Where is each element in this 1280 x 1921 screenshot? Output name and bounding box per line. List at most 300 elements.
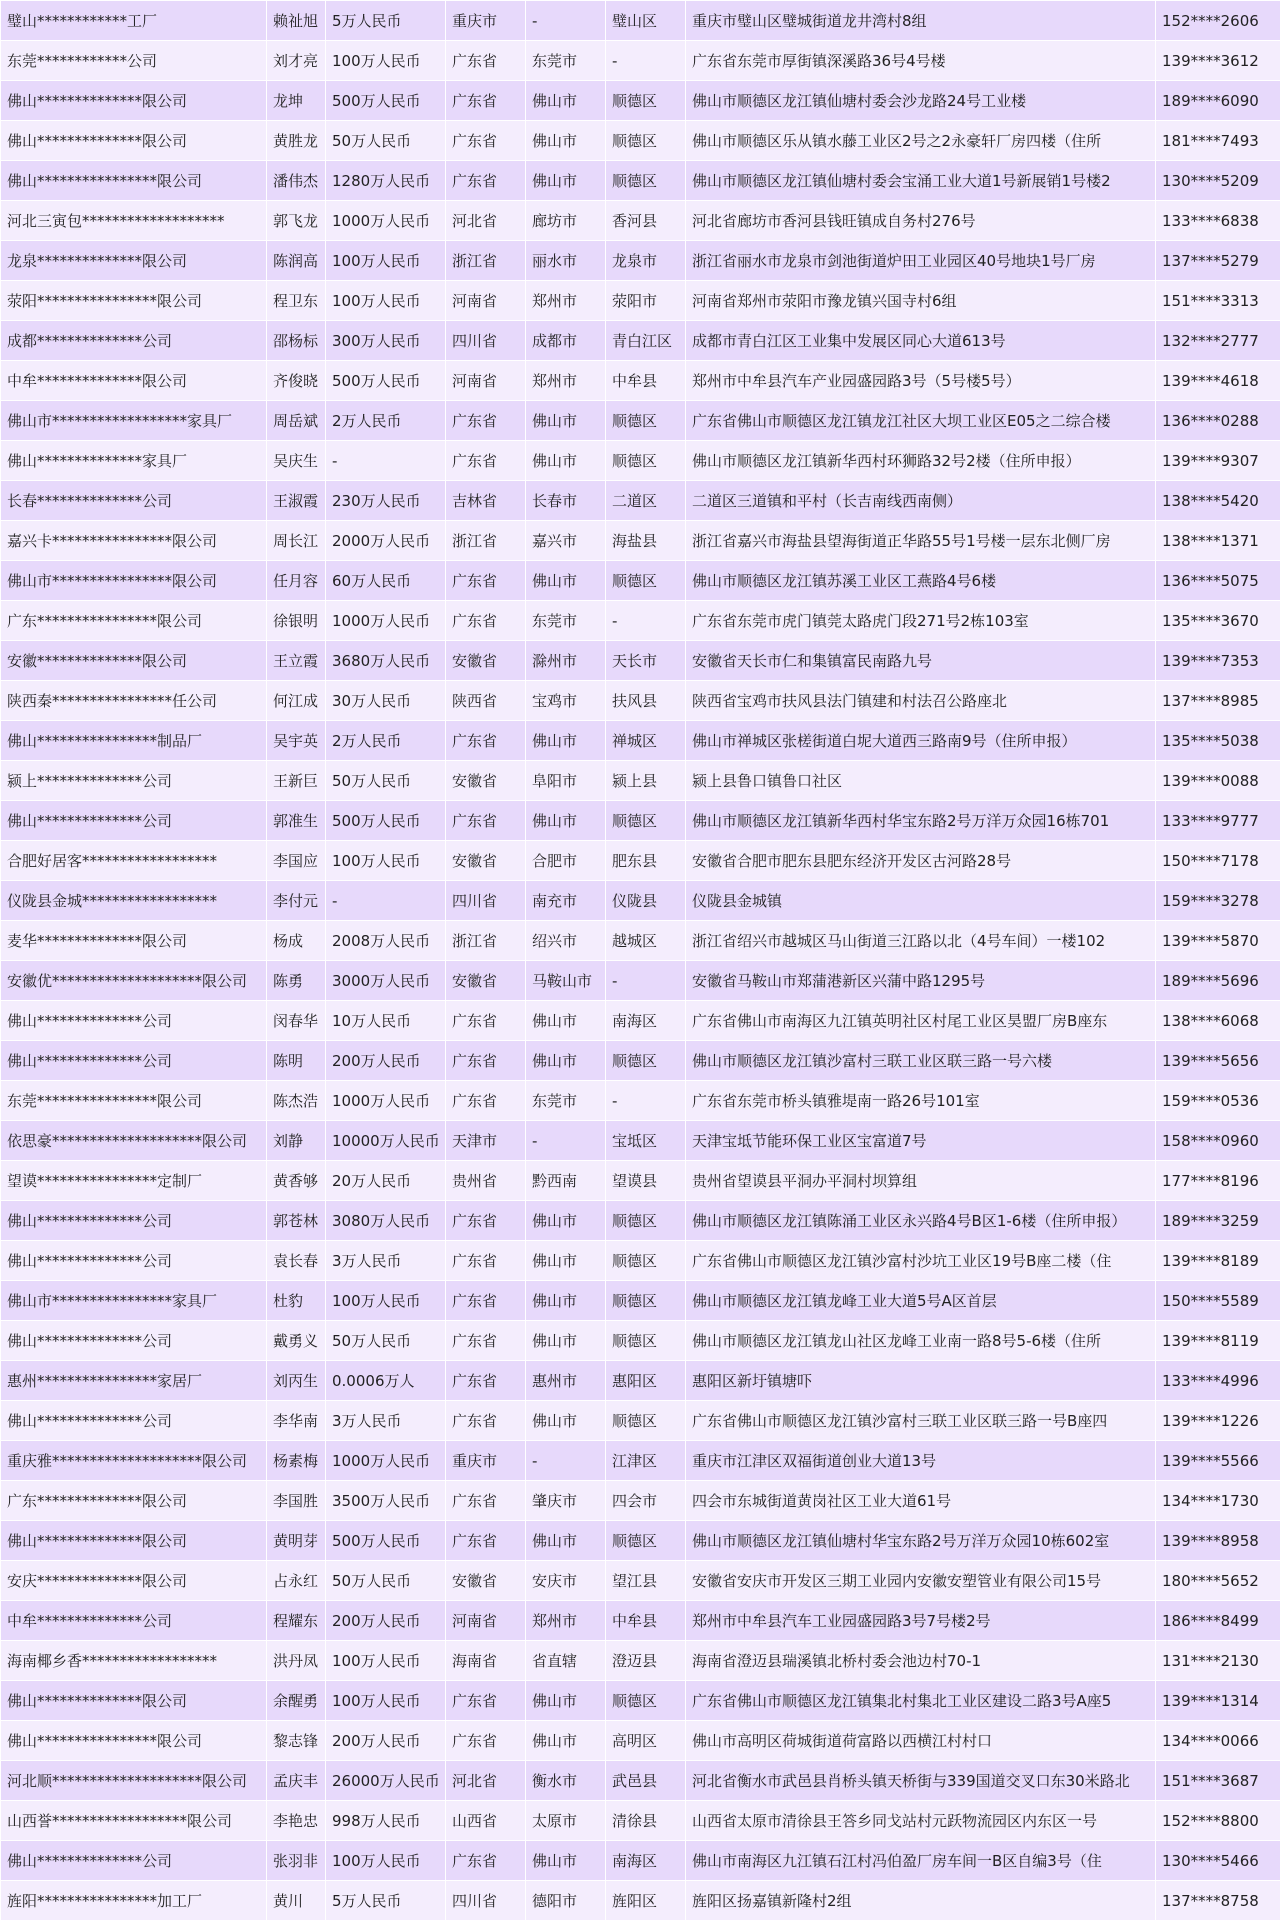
province-cell: 海南省 xyxy=(446,1641,526,1681)
company-name-cell: 广东**************限公司 xyxy=(1,1481,267,1521)
registered-capital-cell: 50万人民币 xyxy=(326,1321,446,1361)
district-cell: 清徐县 xyxy=(606,1801,686,1841)
registered-capital-cell: 500万人民币 xyxy=(326,1521,446,1561)
address-cell: 广东省佛山市顺德区龙江镇沙富村沙坑工业区19号B座二楼（住 xyxy=(686,1241,1156,1281)
district-cell: 肥东县 xyxy=(606,841,686,881)
table-row xyxy=(1,801,1280,841)
address-cell: 浙江省丽水市龙泉市剑池街道炉田工业园区40号地块1号厂房 xyxy=(686,241,1156,281)
address-cell: 海南省澄迈县瑞溪镇北桥村委会池边村70-1 xyxy=(686,1641,1156,1681)
address-cell: 安徽省马鞍山市郑蒲港新区兴蒲中路1295号 xyxy=(686,961,1156,1001)
city-cell: 佛山市 xyxy=(526,1521,606,1561)
city-cell: 合肥市 xyxy=(526,841,606,881)
phone-cell: 139****0088 xyxy=(1156,761,1280,801)
district-cell: - xyxy=(606,1081,686,1121)
contact-name-cell: 杜豹 xyxy=(267,1281,326,1321)
province-cell: 广东省 xyxy=(446,1281,526,1321)
district-cell: 顺德区 xyxy=(606,161,686,201)
registered-capital-cell: 20万人民币 xyxy=(326,1161,446,1201)
district-cell: 高明区 xyxy=(606,1721,686,1761)
district-cell: 武邑县 xyxy=(606,1761,686,1801)
company-name-cell: 旌阳****************加工厂 xyxy=(1,1881,267,1921)
contact-name-cell: 闵春华 xyxy=(267,1001,326,1041)
city-cell: 黔西南 xyxy=(526,1161,606,1201)
province-cell: 安徽省 xyxy=(446,1561,526,1601)
address-cell: 佛山市顺德区龙江镇苏溪工业区工燕路4号6楼 xyxy=(686,561,1156,601)
district-cell: 青白江区 xyxy=(606,321,686,361)
district-cell: 荥阳市 xyxy=(606,281,686,321)
phone-cell: 151****3313 xyxy=(1156,281,1280,321)
district-cell: 澄迈县 xyxy=(606,1641,686,1681)
table-row xyxy=(1,441,1280,481)
table-row xyxy=(1,1841,1280,1881)
district-cell: 顺德区 xyxy=(606,1681,686,1721)
registered-capital-cell: 3000万人民币 xyxy=(326,961,446,1001)
contact-name-cell: 李华南 xyxy=(267,1401,326,1441)
province-cell: 陕西省 xyxy=(446,681,526,721)
address-cell: 颍上县鲁口镇鲁口社区 xyxy=(686,761,1156,801)
city-cell: 南充市 xyxy=(526,881,606,921)
province-cell: 广东省 xyxy=(446,1521,526,1561)
contact-name-cell: 程耀东 xyxy=(267,1601,326,1641)
company-name-cell: 陕西秦****************任公司 xyxy=(1,681,267,721)
city-cell: 东莞市 xyxy=(526,1081,606,1121)
phone-cell: 135****5038 xyxy=(1156,721,1280,761)
city-cell: 佛山市 xyxy=(526,1201,606,1241)
city-cell: 郑州市 xyxy=(526,281,606,321)
registered-capital-cell: - xyxy=(326,441,446,481)
address-cell: 四会市东城街道黄岗社区工业大道61号 xyxy=(686,1481,1156,1521)
district-cell: - xyxy=(606,601,686,641)
district-cell: 越城区 xyxy=(606,921,686,961)
table-row xyxy=(1,161,1280,201)
phone-cell: 139****8119 xyxy=(1156,1321,1280,1361)
province-cell: 广东省 xyxy=(446,801,526,841)
province-cell: 广东省 xyxy=(446,401,526,441)
table-row xyxy=(1,201,1280,241)
province-cell: 四川省 xyxy=(446,881,526,921)
province-cell: 河南省 xyxy=(446,1601,526,1641)
contact-name-cell: 徐银明 xyxy=(267,601,326,641)
province-cell: 吉林省 xyxy=(446,481,526,521)
city-cell: 东莞市 xyxy=(526,601,606,641)
phone-cell: 135****3670 xyxy=(1156,601,1280,641)
district-cell: 顺德区 xyxy=(606,121,686,161)
city-cell: 佛山市 xyxy=(526,1401,606,1441)
address-cell: 山西省太原市清徐县王答乡同戈站村元跃物流园区内东区一号 xyxy=(686,1801,1156,1841)
table-row xyxy=(1,1281,1280,1321)
table-row xyxy=(1,841,1280,881)
contact-name-cell: 戴勇义 xyxy=(267,1321,326,1361)
address-cell: 佛山市顺德区龙江镇仙塘村华宝东路2号万洋万众园10栋602室 xyxy=(686,1521,1156,1561)
company-name-cell: 璧山************工厂 xyxy=(1,1,267,41)
registered-capital-cell: 100万人民币 xyxy=(326,1281,446,1321)
table-row xyxy=(1,1521,1280,1561)
table-row xyxy=(1,1401,1280,1441)
district-cell: 中牟县 xyxy=(606,361,686,401)
table-row xyxy=(1,1081,1280,1121)
company-name-cell: 依思豪********************限公司 xyxy=(1,1121,267,1161)
table-row xyxy=(1,1721,1280,1761)
province-cell: 广东省 xyxy=(446,1401,526,1441)
registered-capital-cell: 100万人民币 xyxy=(326,1681,446,1721)
contact-name-cell: 周岳斌 xyxy=(267,401,326,441)
phone-cell: 180****5652 xyxy=(1156,1561,1280,1601)
province-cell: 浙江省 xyxy=(446,921,526,961)
province-cell: 重庆市 xyxy=(446,1441,526,1481)
province-cell: 广东省 xyxy=(446,1241,526,1281)
address-cell: 天津宝坻节能环保工业区宝富道7号 xyxy=(686,1121,1156,1161)
district-cell: 江津区 xyxy=(606,1441,686,1481)
registered-capital-cell: 50万人民币 xyxy=(326,1561,446,1601)
table-row xyxy=(1,1681,1280,1721)
table-row xyxy=(1,1801,1280,1841)
contact-name-cell: 周长江 xyxy=(267,521,326,561)
district-cell: 顺德区 xyxy=(606,801,686,841)
company-name-cell: 山西誉******************限公司 xyxy=(1,1801,267,1841)
registered-capital-cell: 1000万人民币 xyxy=(326,201,446,241)
registered-capital-cell: - xyxy=(326,881,446,921)
table-row xyxy=(1,41,1280,81)
city-cell: 惠州市 xyxy=(526,1361,606,1401)
address-cell: 河北省廊坊市香河县钱旺镇成自务村276号 xyxy=(686,201,1156,241)
registered-capital-cell: 100万人民币 xyxy=(326,1841,446,1881)
address-cell: 惠阳区新圩镇塘吓 xyxy=(686,1361,1156,1401)
address-cell: 佛山市顺德区乐从镇水藤工业区2号之2永豪轩厂房四楼（住所 xyxy=(686,121,1156,161)
company-name-cell: 佛山****************限公司 xyxy=(1,1721,267,1761)
city-cell: 佛山市 xyxy=(526,1241,606,1281)
registered-capital-cell: 3680万人民币 xyxy=(326,641,446,681)
contact-name-cell: 黎志锋 xyxy=(267,1721,326,1761)
district-cell: 顺德区 xyxy=(606,561,686,601)
district-cell: 顺德区 xyxy=(606,1281,686,1321)
city-cell: 绍兴市 xyxy=(526,921,606,961)
company-name-cell: 佛山**************公司 xyxy=(1,1201,267,1241)
city-cell: 佛山市 xyxy=(526,81,606,121)
phone-cell: 134****1730 xyxy=(1156,1481,1280,1521)
district-cell: - xyxy=(606,961,686,1001)
registered-capital-cell: 3080万人民币 xyxy=(326,1201,446,1241)
phone-cell: 130****5466 xyxy=(1156,1841,1280,1881)
contact-name-cell: 龙坤 xyxy=(267,81,326,121)
province-cell: 山西省 xyxy=(446,1801,526,1841)
contact-name-cell: 王新巨 xyxy=(267,761,326,801)
address-cell: 重庆市璧山区璧城街道龙井湾村8组 xyxy=(686,1,1156,41)
contact-name-cell: 陈勇 xyxy=(267,961,326,1001)
table-row xyxy=(1,601,1280,641)
address-cell: 佛山市顺德区龙江镇仙塘村委会宝涌工业大道1号新展销1号楼2 xyxy=(686,161,1156,201)
city-cell: 佛山市 xyxy=(526,401,606,441)
contact-name-cell: 何江成 xyxy=(267,681,326,721)
registered-capital-cell: 3万人民币 xyxy=(326,1241,446,1281)
company-name-cell: 合肥好居客****************** xyxy=(1,841,267,881)
table-row xyxy=(1,1201,1280,1241)
company-name-cell: 佛山**************限公司 xyxy=(1,1681,267,1721)
province-cell: 浙江省 xyxy=(446,521,526,561)
table-row xyxy=(1,1321,1280,1361)
contact-name-cell: 占永红 xyxy=(267,1561,326,1601)
phone-cell: 181****7493 xyxy=(1156,121,1280,161)
company-name-cell: 成都**************公司 xyxy=(1,321,267,361)
registered-capital-cell: 5万人民币 xyxy=(326,1,446,41)
phone-cell: 136****5075 xyxy=(1156,561,1280,601)
registered-capital-cell: 50万人民币 xyxy=(326,121,446,161)
phone-cell: 139****9307 xyxy=(1156,441,1280,481)
district-cell: 顺德区 xyxy=(606,441,686,481)
contact-name-cell: 邵杨标 xyxy=(267,321,326,361)
company-name-cell: 中牟**************公司 xyxy=(1,1601,267,1641)
district-cell: 颍上县 xyxy=(606,761,686,801)
address-cell: 浙江省嘉兴市海盐县望海街道正华路55号1号楼一层东北侧厂房 xyxy=(686,521,1156,561)
city-cell: 佛山市 xyxy=(526,1321,606,1361)
phone-cell: 133****6838 xyxy=(1156,201,1280,241)
district-cell: 香河县 xyxy=(606,201,686,241)
contact-name-cell: 刘才亮 xyxy=(267,41,326,81)
phone-cell: 189****6090 xyxy=(1156,81,1280,121)
table-row xyxy=(1,961,1280,1001)
district-cell: 璧山区 xyxy=(606,1,686,41)
address-cell: 河南省郑州市荥阳市豫龙镇兴国寺村6组 xyxy=(686,281,1156,321)
province-cell: 安徽省 xyxy=(446,641,526,681)
contact-name-cell: 李国应 xyxy=(267,841,326,881)
phone-cell: 139****8189 xyxy=(1156,1241,1280,1281)
contact-name-cell: 刘丙生 xyxy=(267,1361,326,1401)
table-row xyxy=(1,1041,1280,1081)
company-name-cell: 佛山****************限公司 xyxy=(1,161,267,201)
company-name-cell: 长春**************公司 xyxy=(1,481,267,521)
city-cell: 廊坊市 xyxy=(526,201,606,241)
district-cell: 惠阳区 xyxy=(606,1361,686,1401)
city-cell: 省直辖 xyxy=(526,1641,606,1681)
address-cell: 佛山市顺德区龙江镇仙塘村委会沙龙路24号工业楼 xyxy=(686,81,1156,121)
table-row xyxy=(1,761,1280,801)
district-cell: 顺德区 xyxy=(606,1201,686,1241)
registered-capital-cell: 5万人民币 xyxy=(326,1881,446,1921)
district-cell: 南海区 xyxy=(606,1841,686,1881)
address-cell: 重庆市江津区双福街道创业大道13号 xyxy=(686,1441,1156,1481)
address-cell: 旌阳区扬嘉镇新隆村2组 xyxy=(686,1881,1156,1921)
contact-name-cell: 王淑霞 xyxy=(267,481,326,521)
company-name-cell: 荥阳****************限公司 xyxy=(1,281,267,321)
contact-name-cell: 赖祉旭 xyxy=(267,1,326,41)
registered-capital-cell: 2000万人民币 xyxy=(326,521,446,561)
address-cell: 安徽省合肥市肥东县肥东经济开发区古河路28号 xyxy=(686,841,1156,881)
province-cell: 四川省 xyxy=(446,1881,526,1921)
phone-cell: 139****5566 xyxy=(1156,1441,1280,1481)
company-name-cell: 东莞****************限公司 xyxy=(1,1081,267,1121)
registered-capital-cell: 2万人民币 xyxy=(326,721,446,761)
contact-name-cell: 李国胜 xyxy=(267,1481,326,1521)
province-cell: 安徽省 xyxy=(446,961,526,1001)
table-row xyxy=(1,361,1280,401)
city-cell: 佛山市 xyxy=(526,801,606,841)
table-row xyxy=(1,321,1280,361)
contact-name-cell: 陈明 xyxy=(267,1041,326,1081)
province-cell: 河南省 xyxy=(446,361,526,401)
district-cell: 龙泉市 xyxy=(606,241,686,281)
company-name-cell: 佛山****************制品厂 xyxy=(1,721,267,761)
table-row xyxy=(1,641,1280,681)
phone-cell: 138****5420 xyxy=(1156,481,1280,521)
province-cell: 安徽省 xyxy=(446,841,526,881)
table-row xyxy=(1,121,1280,161)
company-name-cell: 佛山**************公司 xyxy=(1,801,267,841)
address-cell: 佛山市南海区九江镇石江村冯伯盈厂房车间一B区自编3号（住 xyxy=(686,1841,1156,1881)
registered-capital-cell: 26000万人民币 xyxy=(326,1761,446,1801)
registered-capital-cell: 500万人民币 xyxy=(326,361,446,401)
company-name-cell: 佛山市****************家具厂 xyxy=(1,1281,267,1321)
contact-name-cell: 黄川 xyxy=(267,1881,326,1921)
city-cell: 佛山市 xyxy=(526,1841,606,1881)
contact-name-cell: 孟庆丰 xyxy=(267,1761,326,1801)
company-name-cell: 河北三寅包******************* xyxy=(1,201,267,241)
table-row xyxy=(1,1481,1280,1521)
table-row xyxy=(1,521,1280,561)
address-cell: 佛山市顺德区龙江镇沙富村三联工业区联三路一号六楼 xyxy=(686,1041,1156,1081)
phone-cell: 177****8196 xyxy=(1156,1161,1280,1201)
company-name-cell: 佛山**************公司 xyxy=(1,1841,267,1881)
company-name-cell: 佛山**************限公司 xyxy=(1,1521,267,1561)
company-name-cell: 中牟**************限公司 xyxy=(1,361,267,401)
company-name-cell: 安徽优********************限公司 xyxy=(1,961,267,1001)
district-cell: 顺德区 xyxy=(606,1401,686,1441)
table-row xyxy=(1,1881,1280,1921)
province-cell: 浙江省 xyxy=(446,241,526,281)
city-cell: 郑州市 xyxy=(526,361,606,401)
registered-capital-cell: 30万人民币 xyxy=(326,681,446,721)
registered-capital-cell: 2万人民币 xyxy=(326,401,446,441)
phone-cell: 136****0288 xyxy=(1156,401,1280,441)
district-cell: 扶风县 xyxy=(606,681,686,721)
company-name-cell: 河北顺********************限公司 xyxy=(1,1761,267,1801)
city-cell: - xyxy=(526,1,606,41)
company-name-cell: 龙泉**************限公司 xyxy=(1,241,267,281)
phone-cell: 152****2606 xyxy=(1156,1,1280,41)
province-cell: 贵州省 xyxy=(446,1161,526,1201)
district-cell: 顺德区 xyxy=(606,1321,686,1361)
province-cell: 广东省 xyxy=(446,1481,526,1521)
address-cell: 广东省东莞市桥头镇雅堤南一路26号101室 xyxy=(686,1081,1156,1121)
table-row xyxy=(1,481,1280,521)
address-cell: 佛山市高明区荷城街道荷富路以西横江村村口 xyxy=(686,1721,1156,1761)
contact-name-cell: 陈杰浩 xyxy=(267,1081,326,1121)
district-cell: 仪陇县 xyxy=(606,881,686,921)
registered-capital-cell: 230万人民币 xyxy=(326,481,446,521)
table-row xyxy=(1,881,1280,921)
contact-name-cell: 张羽非 xyxy=(267,1841,326,1881)
table-row xyxy=(1,241,1280,281)
phone-cell: 139****1314 xyxy=(1156,1681,1280,1721)
company-name-cell: 嘉兴卡****************限公司 xyxy=(1,521,267,561)
registered-capital-cell: 10万人民币 xyxy=(326,1001,446,1041)
province-cell: 安徽省 xyxy=(446,761,526,801)
phone-cell: 139****5870 xyxy=(1156,921,1280,961)
registered-capital-cell: 0.0006万人 xyxy=(326,1361,446,1401)
company-name-cell: 佛山**************公司 xyxy=(1,1041,267,1081)
province-cell: 广东省 xyxy=(446,1361,526,1401)
phone-cell: 133****4996 xyxy=(1156,1361,1280,1401)
company-name-cell: 惠州****************家居厂 xyxy=(1,1361,267,1401)
city-cell: 肇庆市 xyxy=(526,1481,606,1521)
city-cell: 佛山市 xyxy=(526,121,606,161)
table-row xyxy=(1,1601,1280,1641)
phone-cell: 139****7353 xyxy=(1156,641,1280,681)
city-cell: 宝鸡市 xyxy=(526,681,606,721)
table-row xyxy=(1,681,1280,721)
city-cell: 安庆市 xyxy=(526,1561,606,1601)
province-cell: 重庆市 xyxy=(446,1,526,41)
city-cell: 丽水市 xyxy=(526,241,606,281)
table-row xyxy=(1,281,1280,321)
registered-capital-cell: 50万人民币 xyxy=(326,761,446,801)
registered-capital-cell: 1000万人民币 xyxy=(326,601,446,641)
address-cell: 陕西省宝鸡市扶风县法门镇建和村法召公路座北 xyxy=(686,681,1156,721)
table-row xyxy=(1,401,1280,441)
city-cell: 成都市 xyxy=(526,321,606,361)
phone-cell: 137****5279 xyxy=(1156,241,1280,281)
phone-cell: 159****3278 xyxy=(1156,881,1280,921)
district-cell: 顺德区 xyxy=(606,1521,686,1561)
city-cell: 滁州市 xyxy=(526,641,606,681)
company-name-cell: 佛山**************公司 xyxy=(1,1401,267,1441)
company-name-cell: 海南椰乡香****************** xyxy=(1,1641,267,1681)
contact-name-cell: 余醒勇 xyxy=(267,1681,326,1721)
registered-capital-cell: 1000万人民币 xyxy=(326,1441,446,1481)
address-cell: 贵州省望谟县平洞办平洞村坝算组 xyxy=(686,1161,1156,1201)
registered-capital-cell: 2008万人民币 xyxy=(326,921,446,961)
table-row xyxy=(1,1121,1280,1161)
province-cell: 广东省 xyxy=(446,121,526,161)
address-cell: 广东省东莞市虎门镇莞太路虎门段271号2栋103室 xyxy=(686,601,1156,641)
city-cell: - xyxy=(526,1121,606,1161)
address-cell: 广东省佛山市顺德区龙江镇集北村集北工业区建设二路3号A座5 xyxy=(686,1681,1156,1721)
phone-cell: 137****8758 xyxy=(1156,1881,1280,1921)
city-cell: 太原市 xyxy=(526,1801,606,1841)
province-cell: 河南省 xyxy=(446,281,526,321)
contact-name-cell: 吴庆生 xyxy=(267,441,326,481)
city-cell: 嘉兴市 xyxy=(526,521,606,561)
address-cell: 仪陇县金城镇 xyxy=(686,881,1156,921)
province-cell: 广东省 xyxy=(446,1001,526,1041)
city-cell: - xyxy=(526,1441,606,1481)
company-name-cell: 佛山**************限公司 xyxy=(1,121,267,161)
province-cell: 广东省 xyxy=(446,1841,526,1881)
province-cell: 广东省 xyxy=(446,1321,526,1361)
address-cell: 广东省佛山市顺德区龙江镇沙富村三联工业区联三路一号B座四 xyxy=(686,1401,1156,1441)
address-cell: 安徽省天长市仁和集镇富民南路九号 xyxy=(686,641,1156,681)
company-name-cell: 安庆**************限公司 xyxy=(1,1561,267,1601)
city-cell: 佛山市 xyxy=(526,1681,606,1721)
province-cell: 河北省 xyxy=(446,201,526,241)
contact-name-cell: 黄明芽 xyxy=(267,1521,326,1561)
table-row xyxy=(1,561,1280,601)
address-cell: 广东省佛山市南海区九江镇英明社区村尾工业区昊盟厂房B座东 xyxy=(686,1001,1156,1041)
registered-capital-cell: 60万人民币 xyxy=(326,561,446,601)
phone-cell: 139****1226 xyxy=(1156,1401,1280,1441)
registered-capital-cell: 200万人民币 xyxy=(326,1721,446,1761)
address-cell: 河北省衡水市武邑县肖桥头镇天桥街与339国道交叉口东30米路北 xyxy=(686,1761,1156,1801)
contact-name-cell: 李付元 xyxy=(267,881,326,921)
address-cell: 佛山市顺德区龙江镇龙山社区龙峰工业南一路8号5-6楼（住所 xyxy=(686,1321,1156,1361)
phone-cell: 133****9777 xyxy=(1156,801,1280,841)
contact-name-cell: 郭苍林 xyxy=(267,1201,326,1241)
table-row xyxy=(1,1,1280,41)
table-row xyxy=(1,721,1280,761)
district-cell: 望江县 xyxy=(606,1561,686,1601)
district-cell: 顺德区 xyxy=(606,401,686,441)
province-cell: 天津市 xyxy=(446,1121,526,1161)
registered-capital-cell: 500万人民币 xyxy=(326,801,446,841)
phone-cell: 139****5656 xyxy=(1156,1041,1280,1081)
